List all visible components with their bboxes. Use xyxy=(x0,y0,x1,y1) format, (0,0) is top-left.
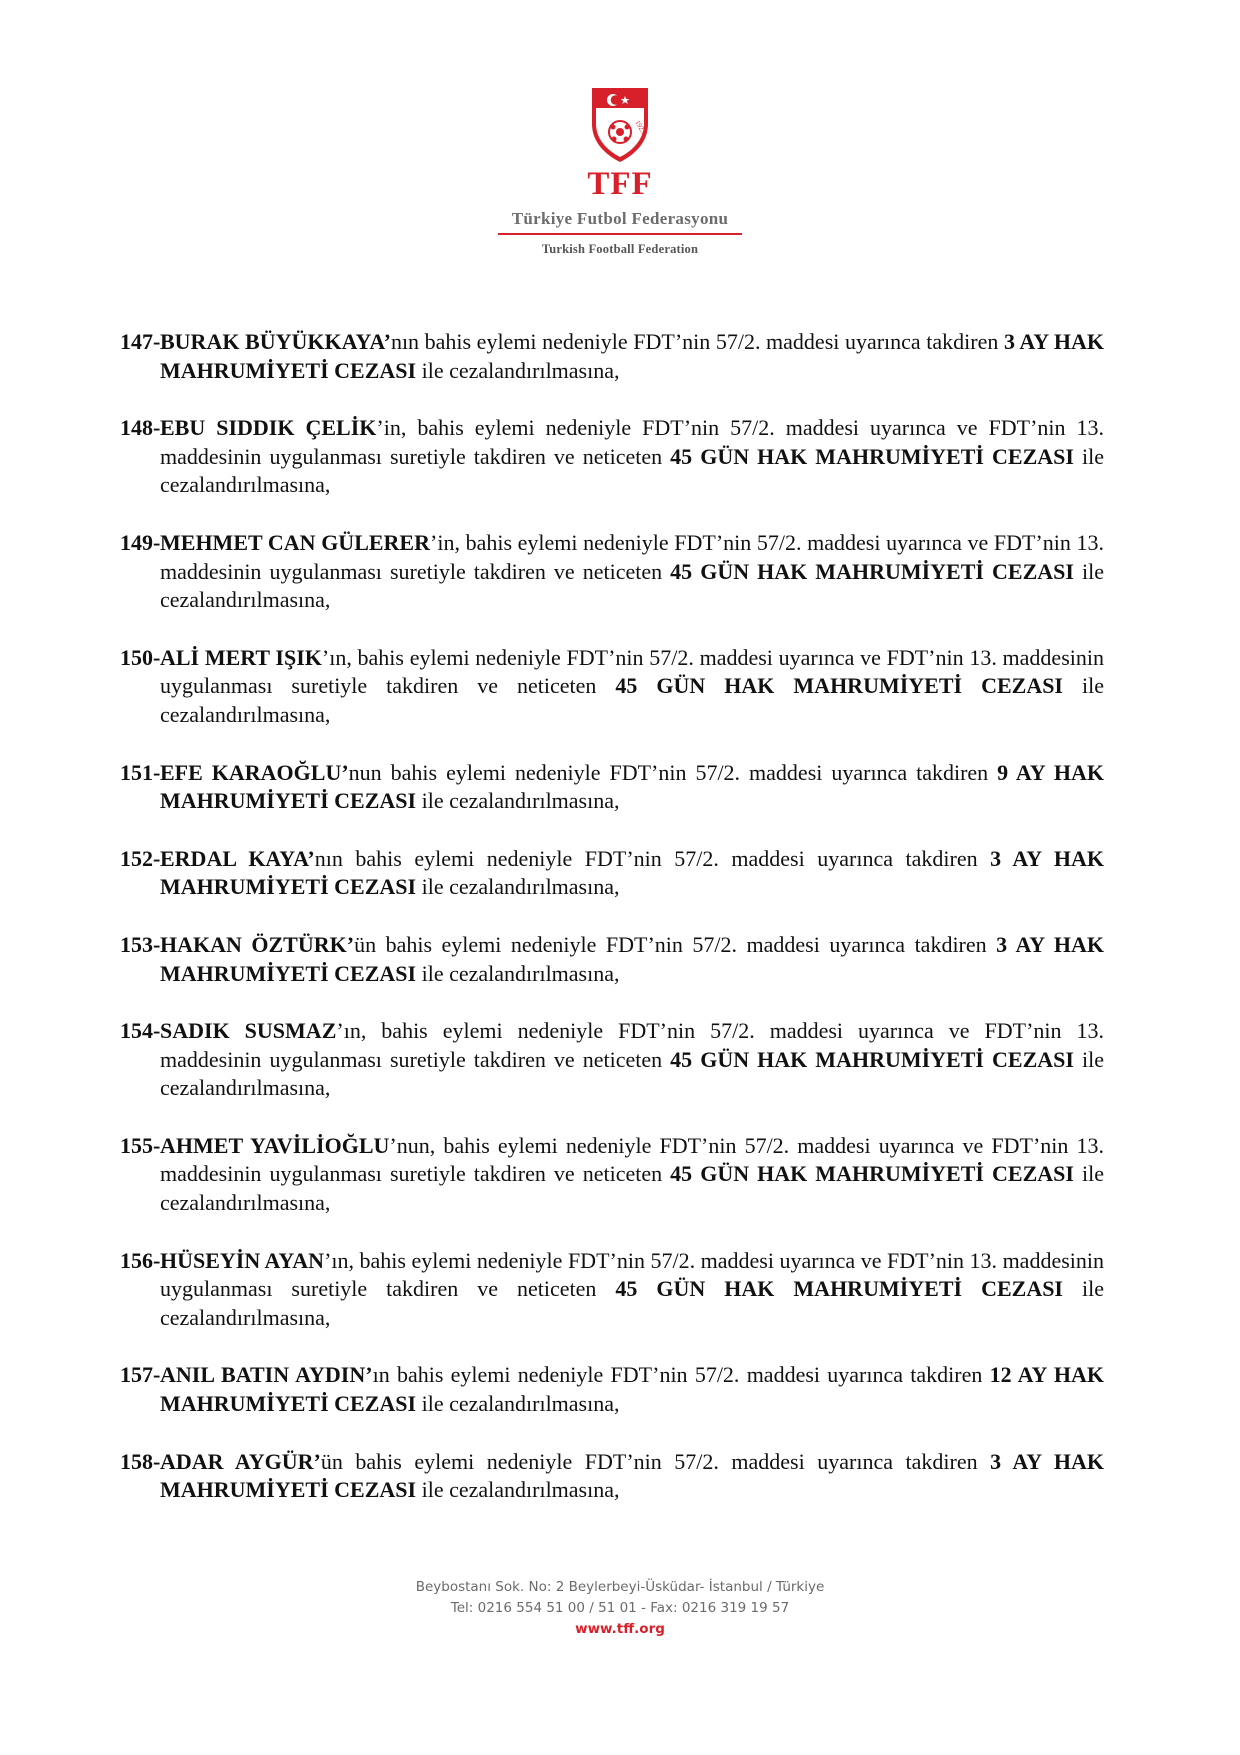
decision-number: 149- xyxy=(120,529,161,555)
decision-text: ’ın, bahis eylemi nedeniyle FDT’nin 57/2. maddesi uyarınca ve FDT’nin 13. maddesinin uygulanması suretiyle takdiren ve neticeten xyxy=(160,1018,1105,1072)
decision-text: nın bahis eylemi nedeniyle FDT’nin 57/2. maddesi uyarınca takdiren xyxy=(314,845,991,871)
penalty: 9 AY HAK MAHRUMİYETİ CEZASI xyxy=(160,759,1104,814)
penalty: 3 AY HAK MAHRUMİYETİ CEZASI xyxy=(160,845,1104,900)
penalty: 3 AY HAK MAHRUMİYETİ CEZASI xyxy=(160,931,1104,986)
decision-item xyxy=(120,845,1104,902)
person-name: ADAR AYGÜR’ xyxy=(160,1448,321,1474)
penalty: 3 AY HAK MAHRUMİYETİ CEZASI xyxy=(160,1448,1104,1503)
letterhead xyxy=(0,84,1240,257)
decision-text: nın bahis eylemi nedeniyle FDT’nin 57/2. maddesi uyarınca takdiren xyxy=(390,329,1004,354)
penalty: 45 GÜN HAK MAHRUMİYETİ CEZASI xyxy=(670,1161,1074,1187)
decision-number: 148- xyxy=(120,415,161,441)
decision-number: 158- xyxy=(120,1448,161,1474)
footer-website-link[interactable]: www.tff.org xyxy=(575,1621,665,1637)
person-name: AHMET YAVİLİOĞLU xyxy=(160,1132,390,1158)
decision-tail: ile cezalandırılmasına, xyxy=(416,788,620,814)
decision-item xyxy=(120,328,1104,385)
decision-item xyxy=(120,1448,1104,1505)
brand-name: TFF xyxy=(587,166,653,202)
decision-item xyxy=(120,1017,1104,1103)
person-name: ALİ MERT IŞIK xyxy=(160,644,322,670)
decision-text: ’in, bahis eylemi nedeniyle FDT’nin 57/2. maddesi uyarınca ve FDT’nin 13. maddesinin uygulanması suretiyle takdiren ve neticeten xyxy=(160,415,1105,469)
person-name: EFE KARAOĞLU’ xyxy=(160,759,349,785)
footer-contact: Tel: 0216 554 51 00 / 51 01 - Fax: 0216 319 19 57 xyxy=(450,1600,790,1616)
decision-item xyxy=(120,1132,1104,1218)
tff-crest-logo xyxy=(588,84,652,164)
decision-tail: ile cezalandırılmasına, xyxy=(160,558,1104,613)
logo-year: 1923 xyxy=(633,119,648,136)
decision-text: ün bahis eylemi nedeniyle FDT’nin 57/2. maddesi uyarınca takdiren xyxy=(354,931,997,957)
footer-address: Beybostanı Sok. No: 2 Beylerbeyi-Üsküdar- İstanbul / Türkiye xyxy=(415,1579,825,1595)
person-name: ANIL BATIN AYDIN’ xyxy=(160,1362,373,1388)
decision-tail: ile cezalandırılmasına, xyxy=(160,1276,1104,1330)
decision-tail: ile cezalandırılmasına, xyxy=(160,673,1104,727)
decision-number: 156- xyxy=(120,1247,161,1273)
decision-tail: ile cezalandırılmasına, xyxy=(416,874,620,900)
decision-item xyxy=(120,414,1104,500)
person-name: SADIK SUSMAZ xyxy=(160,1018,337,1044)
decision-tail: ile cezalandırılmasına, xyxy=(160,443,1104,498)
decision-number: 150- xyxy=(120,644,161,670)
decision-text: ’ın, bahis eylemi nedeniyle FDT’nin 57/2. maddesi uyarınca ve FDT’nin 13. maddesinin uygulanması suretiyle takdiren ve neticeten xyxy=(160,644,1104,699)
person-name: ERDAL KAYA’ xyxy=(160,845,315,871)
decision-number: 157- xyxy=(120,1362,161,1388)
decision-number: 154- xyxy=(120,1018,161,1044)
person-name: MEHMET CAN GÜLERER xyxy=(160,529,430,555)
person-name: EBU SIDDIK ÇELİK xyxy=(160,415,377,441)
penalty: 45 GÜN HAK MAHRUMİYETİ CEZASI xyxy=(615,673,1063,699)
organization-name: Türkiye Futbol Federasyonu xyxy=(511,209,729,228)
decision-tail: ile cezalandırılmasına, xyxy=(160,1046,1104,1101)
penalty: 45 GÜN HAK MAHRUMİYETİ CEZASI xyxy=(615,1276,1063,1302)
page-footer xyxy=(0,1577,1240,1640)
decision-tail: ile cezalandırılmasına, xyxy=(416,960,620,986)
person-name: BURAK BÜYÜKKAYA’ xyxy=(160,329,391,354)
decision-number: 153- xyxy=(120,931,161,957)
decision-item xyxy=(120,1247,1104,1333)
person-name: HAKAN ÖZTÜRK’ xyxy=(160,931,355,957)
decision-item xyxy=(120,529,1104,615)
penalty: 45 GÜN HAK MAHRUMİYETİ CEZASI xyxy=(670,558,1074,584)
person-name: HÜSEYİN AYAN xyxy=(160,1247,325,1273)
decision-number: 151- xyxy=(120,759,161,785)
decision-item xyxy=(120,931,1104,988)
decision-number: 155- xyxy=(120,1132,161,1158)
decision-number: 152- xyxy=(120,845,161,871)
decision-text: nun bahis eylemi nedeniyle FDT’nin 57/2. maddesi uyarınca takdiren xyxy=(348,759,998,785)
penalty: 12 AY HAK MAHRUMİYETİ CEZASI xyxy=(160,1362,1104,1417)
decision-number: 147- xyxy=(120,329,161,354)
decisions-list xyxy=(120,328,1104,1534)
decision-item xyxy=(120,759,1104,816)
decision-tail: ile cezalandırılmasına, xyxy=(416,1477,620,1503)
decision-text: ’nun, bahis eylemi nedeniyle FDT’nin 57/2. maddesi uyarınca ve FDT’nin 13. maddesinin uygulanması suretiyle takdiren ve neticeten xyxy=(160,1132,1105,1187)
decision-tail: ile cezalandırılmasına, xyxy=(416,357,620,383)
decision-text: ’ın, bahis eylemi nedeniyle FDT’nin 57/2. maddesi uyarınca ve FDT’nin 13. maddesinin uygulanması suretiyle takdiren ve neticeten xyxy=(160,1247,1104,1302)
penalty: 3 AY HAK MAHRUMİYETİ CEZASI xyxy=(160,329,1104,383)
decision-tail: ile cezalandırılmasına, xyxy=(416,1391,620,1417)
decision-tail: ile cezalandırılmasına, xyxy=(160,1161,1104,1216)
decision-item xyxy=(120,644,1104,730)
organization-name-en: Turkish Football Federation xyxy=(541,242,699,256)
decision-item xyxy=(120,1361,1104,1418)
decision-text: ın bahis eylemi nedeniyle FDT’nin 57/2. maddesi uyarınca takdiren xyxy=(372,1362,990,1388)
decision-text: ün bahis eylemi nedeniyle FDT’nin 57/2. maddesi uyarınca takdiren xyxy=(320,1448,991,1474)
penalty: 45 GÜN HAK MAHRUMİYETİ CEZASI xyxy=(670,443,1074,469)
header-divider xyxy=(498,233,742,235)
decision-text: ’in, bahis eylemi nedeniyle FDT’nin 57/2. maddesi uyarınca ve FDT’nin 13. maddesinin uygulanması suretiyle takdiren ve neticeten xyxy=(160,529,1105,584)
penalty: 45 GÜN HAK MAHRUMİYETİ CEZASI xyxy=(670,1046,1074,1072)
